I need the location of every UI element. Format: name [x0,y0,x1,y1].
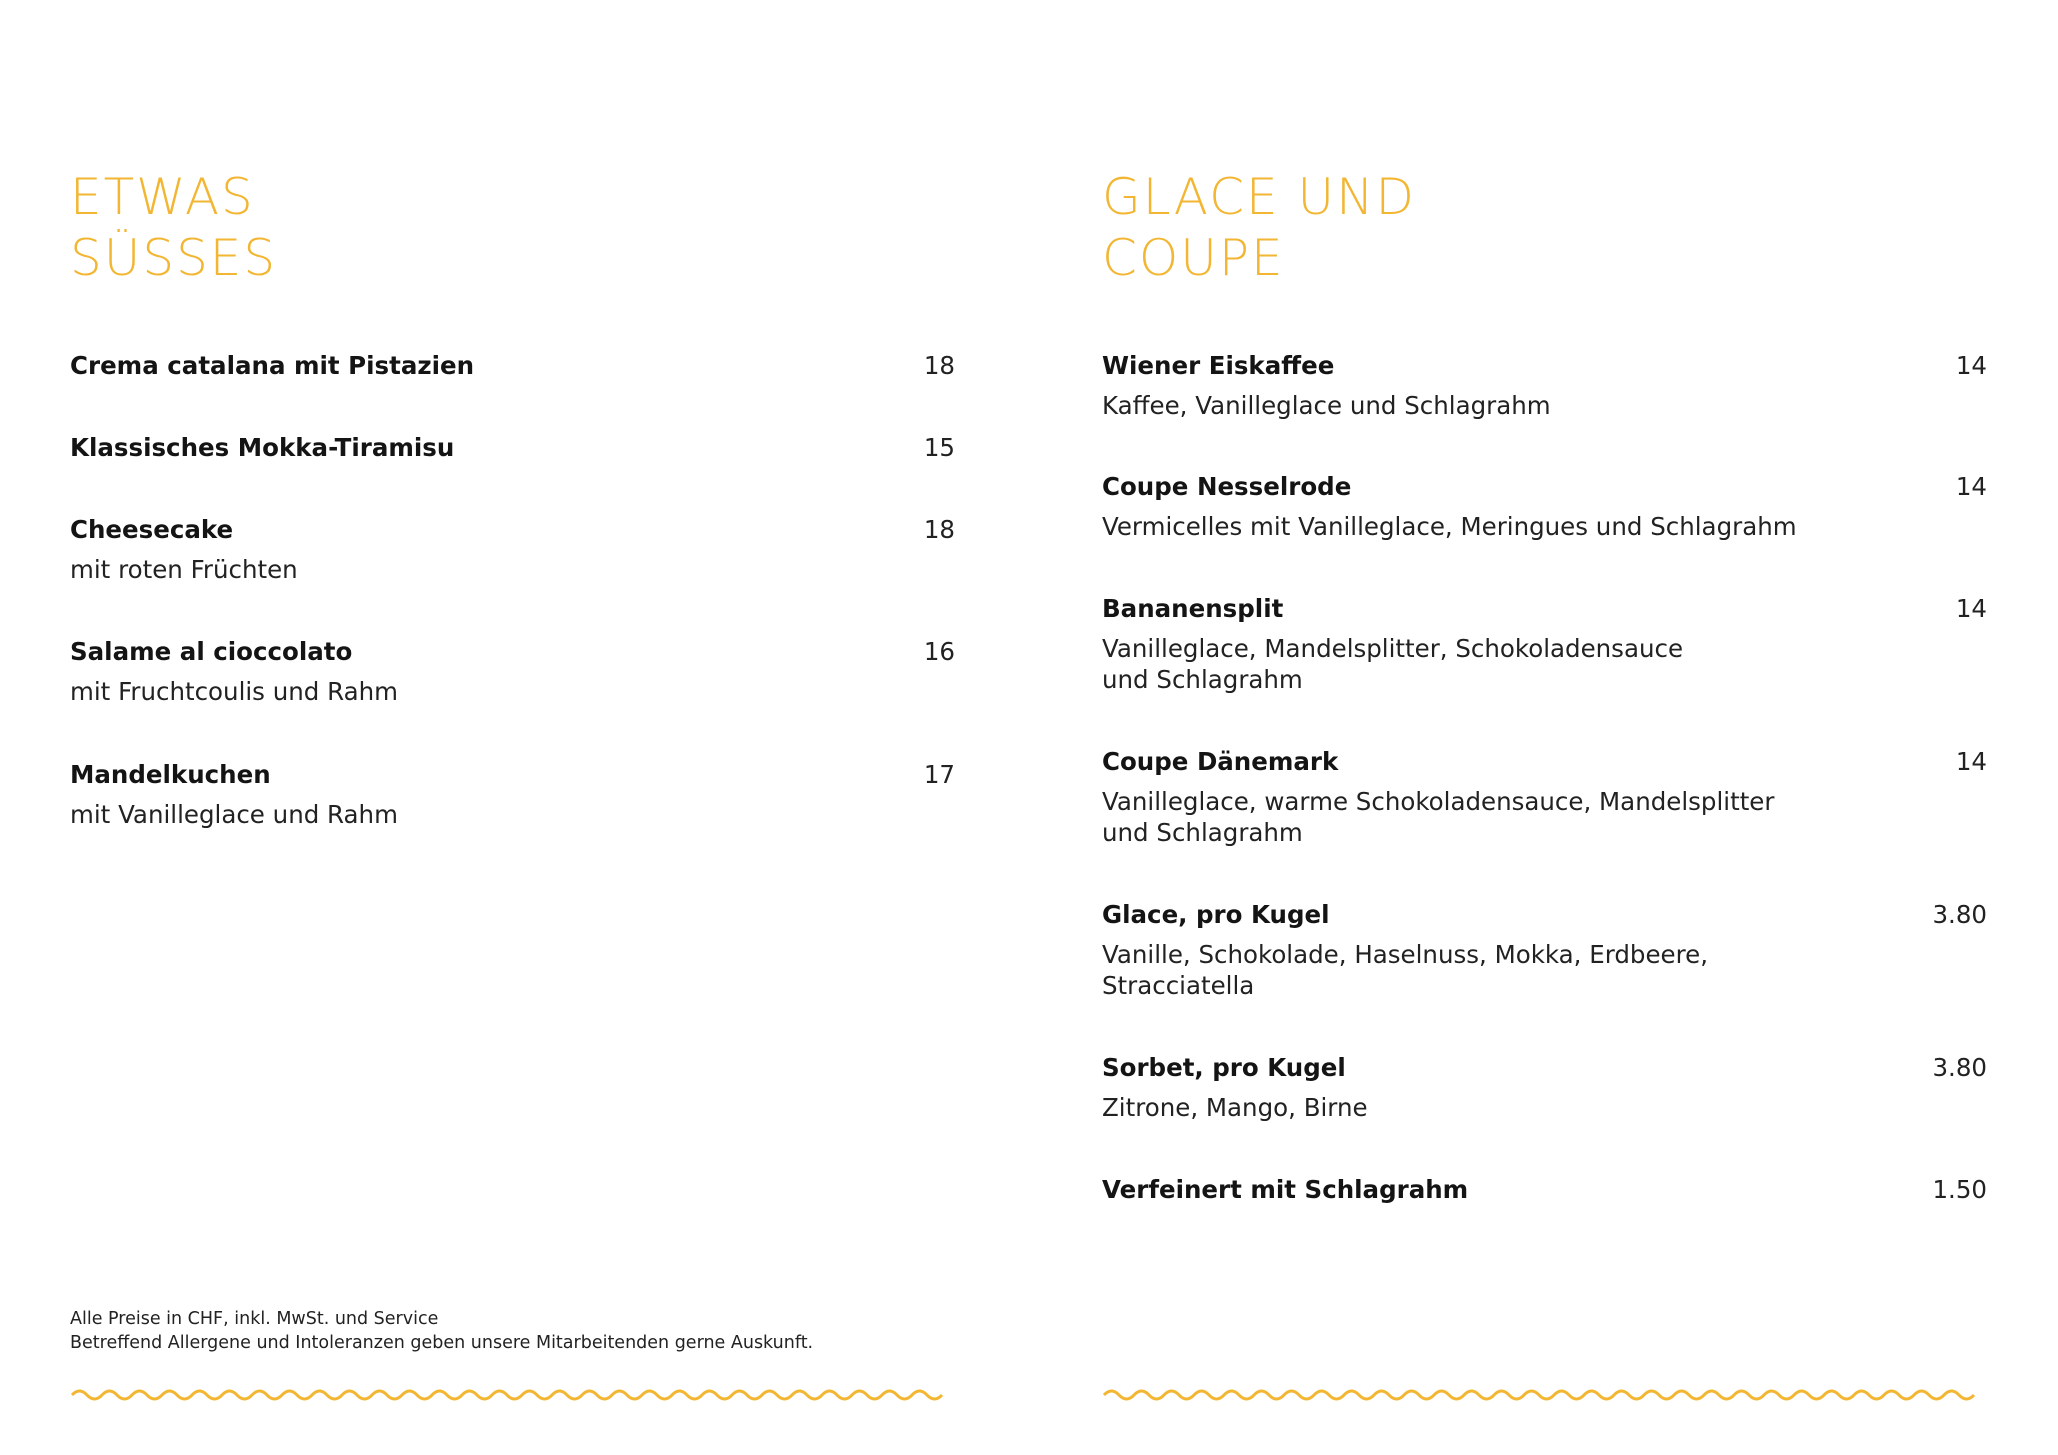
menu-item-price: 14 [1955,594,1987,623]
menu-item-name: Wiener Eiskaffee [1102,351,1335,380]
menu-item [70,636,955,707]
menu-item-name: Glace, pro Kugel [1102,900,1330,929]
price-note-line2: Betreffend Allergene und Intoleranzen geben unsere Mitarbeitenden gerne Auskunft. [70,1333,814,1353]
menu-item-description: mit Fruchtcoulis und Rahm [70,677,399,706]
menu-item-price: 3.80 [1932,1053,1987,1082]
menu-item-description: mit roten Früchten [70,555,298,584]
menu-item-description-line2: und Schlagrahm [1102,665,1303,694]
menu-item-name: Coupe Nesselrode [1102,472,1352,501]
menu-item [1102,471,1987,542]
menu-item-name: Salame al cioccolato [70,637,353,666]
wavy-divider-left [70,1385,965,1405]
menu-item [1102,746,1987,848]
menu-item-description-line1: Vanilleglace, warme Schokoladensauce, Mandelsplitter [1102,787,1775,816]
menu-item-description [1102,633,1822,695]
menu-item-name: Verfeinert mit Schlagrahm [1102,1175,1469,1204]
menu-item-name: Mandelkuchen [70,760,271,789]
section-title-line2: COUPE [1102,229,1285,287]
menu-item-description: Kaffee, Vanilleglace und Schlagrahm [1102,391,1551,420]
menu-item-price: 18 [923,351,955,380]
menu-item-description [1102,786,1822,848]
price-note [70,1307,813,1355]
menu-item-price: 14 [1955,351,1987,380]
menu-item [70,514,955,585]
menu-item-price: 14 [1955,472,1987,501]
menu-item-description: mit Vanilleglace und Rahm [70,800,398,829]
menu-item-description [1102,939,1822,1001]
wavy-line [72,1391,942,1399]
menu-item [1102,1052,1987,1123]
menu-item-name: Sorbet, pro Kugel [1102,1053,1346,1082]
section-title-line2: SÜSSES [70,229,278,287]
price-note-line1: Alle Preise in CHF, inkl. MwSt. und Service [70,1309,439,1329]
menu-item-price: 3.80 [1932,900,1987,929]
section-title-line1: ETWAS [70,168,255,226]
menu-item-description-line1: Vanilleglace, Mandelsplitter, Schokoladensauce [1102,634,1684,663]
menu-item-name: Coupe Dänemark [1102,747,1339,776]
menu-item-description: Zitrone, Mango, Birne [1102,1093,1368,1122]
menu-item-price: 17 [923,760,955,789]
wavy-line [1104,1391,1974,1399]
menu-item-description: Vermicelles mit Vanilleglace, Meringues und Schlagrahm [1102,512,1797,541]
menu-item [1102,593,1987,695]
menu-item-description-line2: und Schlagrahm [1102,818,1303,847]
section-title-line1: GLACE UND [1102,168,1416,226]
menu-item-name: Cheesecake [70,515,234,544]
menu-item [70,432,955,464]
menu-item [1102,1174,1987,1206]
menu-item-name: Bananensplit [1102,594,1284,623]
menu-item-name: Crema catalana mit Pistazien [70,351,475,380]
menu-item [70,759,955,830]
menu-item-price: 18 [923,515,955,544]
wavy-divider-right [1102,1385,1997,1405]
menu-item-description-line1: Vanille, Schokolade, Haselnuss, Mokka, Erdbeere, [1102,940,1709,969]
menu-item-price: 16 [923,637,955,666]
section-title [1102,167,1416,289]
menu-item-price: 14 [1955,747,1987,776]
menu-item-description-line2: Stracciatella [1102,971,1255,1000]
section-title [70,167,277,289]
menu-item-price: 1.50 [1932,1175,1987,1204]
menu-item [1102,899,1987,1001]
menu-item [1102,350,1987,421]
menu-item-name: Klassisches Mokka-Tiramisu [70,433,455,462]
menu-item [70,350,955,382]
menu-item-price: 15 [923,433,955,462]
